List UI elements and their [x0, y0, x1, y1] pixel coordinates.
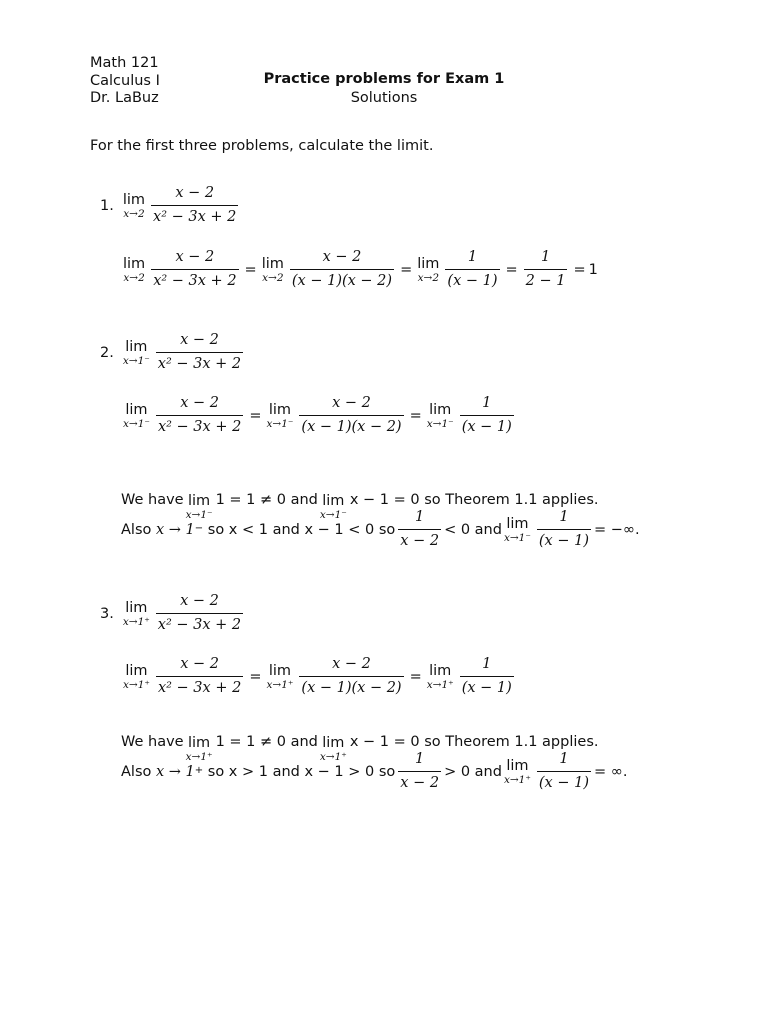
problem-2-solution: lim x→1⁻ $\frac{x - 2}{\text{x² − 3x + 2}}$ = lim x→1⁻ $\frac{x - 2}{(x - 1)(x - 2)}$ = lim x→1⁻ $\frac{1}{(x - 1)}$ [123, 395, 512, 435]
text: so x < 1 and x − 1 < 0 so [207, 521, 396, 538]
instructor: Dr. LaBuz [90, 90, 159, 106]
text: 1 = 1 ≠ 0 and [215, 492, 318, 508]
course-name: Calculus I [90, 72, 160, 89]
fraction: $\frac{1}{(x - 1)}$ [461, 656, 512, 696]
text: Also [121, 521, 152, 538]
limit-operator: lim x→2 [123, 255, 146, 284]
instructions: For the first three problems, calculate the limit. [90, 138, 434, 154]
limit-operator: lim x→1⁻ [266, 401, 294, 430]
problem-number: 2. [100, 344, 114, 361]
approach: x → 1 [155, 763, 195, 780]
result: = ∞. [593, 763, 628, 780]
problem-1-solution: lim x→2 $\frac{x - 2}{\text{x² − 3x + 2}}$ = lim x→2 $\frac{x - 2}{(x - 1)(x - 2)}$ = lim x→2 $\frac{1}{(x - 1)}$ = $\frac{1}{2 - 1}$ = 1 [123, 249, 598, 289]
fraction: $\frac{x - 2}{\text{x² − 3x + 2}}$ [157, 395, 242, 435]
text: We have [121, 492, 184, 508]
fraction: $\frac{x - 2}{(x - 1)(x - 2)}$ [301, 656, 402, 696]
limit-operator: lim x→1⁺ [122, 599, 150, 628]
fraction: $\frac{1}{x - 2}$ [400, 509, 440, 549]
fraction: $\frac{x - 2}{\text{x² − 3x + 2}}$ [157, 332, 242, 372]
limit-operator: lim x→1⁺ [185, 735, 213, 763]
text: We have [121, 734, 184, 750]
problem-number: 3. [100, 605, 114, 622]
approach: x → 1 [155, 521, 195, 538]
limit-operator: lim x→1⁺ [503, 757, 531, 786]
limit-operator: lim x→1⁺ [123, 662, 150, 691]
fraction: $\frac{x - 2}{(x - 1)(x - 2)}$ [291, 249, 393, 289]
fraction: $\frac{1}{2 - 1}$ [525, 249, 566, 289]
limit-operator: lim x→2 [122, 191, 146, 220]
fraction: $\frac{1}{(x - 1)}$ [447, 249, 498, 289]
limit-operator: lim x→1⁻ [503, 515, 531, 544]
problem-1-statement [100, 185, 241, 226]
fraction: $\frac{x - 2}{\text{x² − 3x + 2}}$ [153, 185, 237, 225]
limit-operator: lim x→1⁻ [319, 493, 347, 521]
limit-operator: lim x→1⁻ [426, 401, 454, 430]
result: = −∞. [593, 521, 640, 538]
fraction: $\frac{x - 2}{\text{x² − 3x + 2}}$ [153, 249, 237, 289]
fraction: $\frac{1}{(x - 1)}$ [538, 751, 589, 791]
page-subtitle: Solutions [350, 90, 418, 106]
result: 1 [588, 261, 598, 278]
limit-operator: lim x→1⁻ [123, 401, 150, 430]
fraction: $\frac{1}{(x - 1)}$ [538, 509, 589, 549]
limit-operator: lim x→2 [417, 255, 440, 284]
course-info [90, 55, 160, 108]
course-number: Math 121 [90, 55, 159, 71]
fraction: $\frac{x - 2}{\text{x² − 3x + 2}}$ [157, 656, 242, 696]
text: x − 1 = 0 so Theorem 1.1 applies. [349, 734, 599, 750]
fraction: $\frac{x - 2}{\text{x² − 3x + 2}}$ [157, 593, 242, 633]
text: Also [121, 763, 152, 780]
problem-3-solution: lim x→1⁺ $\frac{x - 2}{\text{x² − 3x + 2}}$ = lim x→1⁺ $\frac{x - 2}{(x - 1)(x - 2)}$ = lim x→1⁺ $\frac{1}{(x - 1)}$ [123, 656, 512, 696]
limit-operator: lim x→1⁺ [266, 662, 294, 691]
problem-number: 1. [100, 197, 114, 214]
text: > 0 and [444, 763, 502, 780]
problem-2-statement [100, 332, 246, 373]
fraction: $\frac{1}{(x - 1)}$ [461, 395, 512, 435]
fraction: $\frac{x - 2}{(x - 1)(x - 2)}$ [301, 395, 402, 435]
problem-3-sign-line: Also x → 1 + so x > 1 and x − 1 > 0 so $\frac{1}{x - 2}$ > 0 and lim x→1⁺ $\frac{1}{(x - 1)}$ = ∞. [121, 751, 628, 791]
problem-2-sign-line: Also x → 1 − so x < 1 and x − 1 < 0 so $\frac{1}{x - 2}$ < 0 and lim x→1⁻ $\frac{1}{(x - 1)}$ = −∞. [121, 509, 640, 549]
text: x − 1 = 0 so Theorem 1.1 applies. [349, 492, 599, 508]
limit-operator: lim x→1⁻ [185, 493, 213, 521]
text: 1 = 1 ≠ 0 and [215, 734, 318, 750]
fraction: $\frac{1}{x - 2}$ [400, 751, 440, 791]
problem-3-statement [100, 593, 246, 634]
limit-operator: lim x→2 [261, 255, 284, 284]
limit-operator: lim x→1⁻ [122, 338, 150, 367]
page-title: Practice problems for Exam 1 [263, 71, 505, 87]
text: < 0 and [444, 521, 502, 538]
limit-operator: lim x→1⁺ [319, 735, 347, 763]
limit-operator: lim x→1⁺ [426, 662, 454, 691]
text: so x > 1 and x − 1 > 0 so [207, 763, 396, 780]
